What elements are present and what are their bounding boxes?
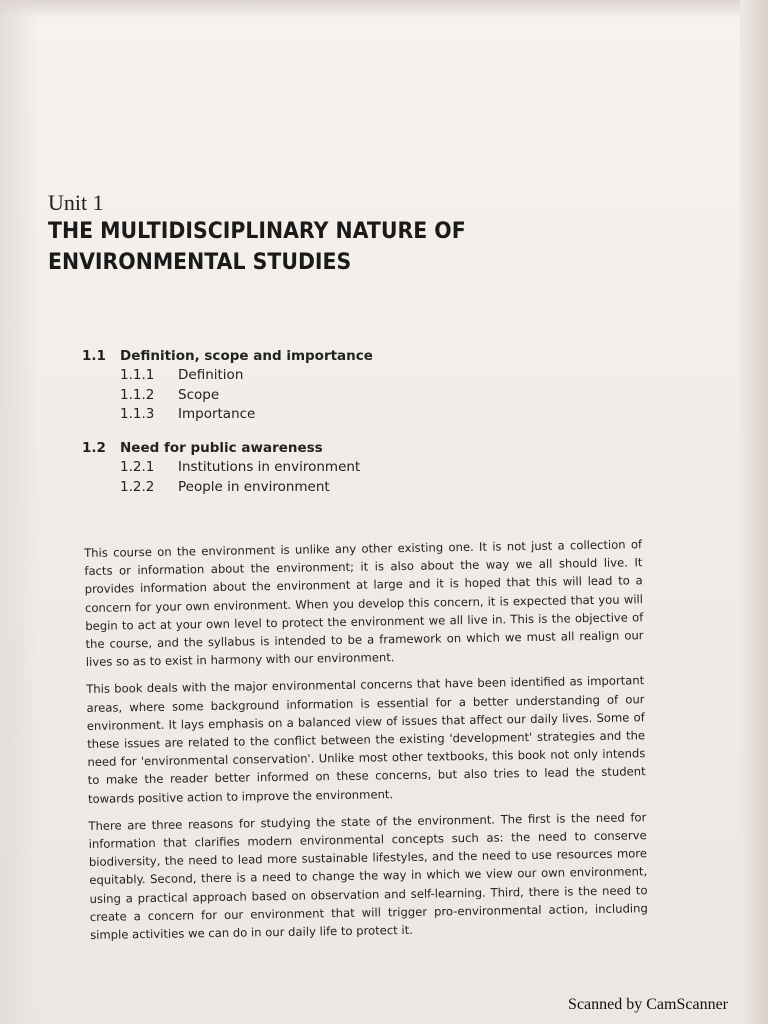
toc-item bbox=[82, 405, 482, 425]
toc-item-number: 1.1.2 bbox=[120, 386, 155, 403]
body-paragraph: There are three reasons for studying the state of the environment. The first is the need for information that clarifies modern environmental concepts such as: the need to conserve biodiversity, the need to lead more sustainable lifestyles, and the need to use resources more equitably. Second, there is a need to change the way in which we view our own environment, using a practical approach based on observation and self-learning. Third, there is the need to create a concern for our environment that will trigger pro-environmental action, including simple activities we can do in our daily life to protect it. bbox=[88, 810, 648, 943]
toc-item bbox=[82, 385, 482, 405]
toc-item bbox=[82, 458, 482, 478]
toc-item-number: 1.1.3 bbox=[120, 406, 155, 423]
toc-item-label: People in environment bbox=[178, 478, 330, 495]
chapter-title-line-1: THE MULTIDISCIPLINARY NATURE OF bbox=[48, 219, 466, 244]
page-right-edge bbox=[740, 0, 768, 1024]
table-of-contents bbox=[82, 346, 482, 511]
body-text bbox=[84, 535, 648, 953]
toc-item-label: Scope bbox=[178, 386, 220, 403]
toc-section-1 bbox=[82, 346, 482, 424]
toc-item-label: Definition bbox=[178, 367, 244, 384]
unit-label: Unit 1 bbox=[48, 190, 104, 215]
toc-section-heading: Need for public awareness bbox=[120, 439, 323, 456]
chapter-title bbox=[48, 216, 532, 278]
chapter-title-line-2: ENVIRONMENTAL STUDIES bbox=[48, 250, 352, 275]
toc-section-number: 1.1 bbox=[82, 347, 106, 364]
page-left-shadow bbox=[0, 0, 40, 1024]
scanner-watermark: Scanned by CamScanner bbox=[568, 996, 728, 1013]
page-top-shadow bbox=[0, 0, 768, 18]
toc-item-label: Importance bbox=[178, 406, 256, 423]
toc-section-2 bbox=[82, 438, 482, 497]
toc-item-number: 1.2.2 bbox=[120, 478, 155, 495]
toc-item-number: 1.2.1 bbox=[120, 459, 155, 476]
body-paragraph: This book deals with the major environmental concerns that have been identified as important areas, where some background information is essential for a better understanding of our environment. It lays emphasis on a balanced view of issues that affect our daily lives. Some of these issues are related to the conflict between the existing 'development' strategies and the need for 'environmental conservation'. Unlike most other textbooks, this book not only intends to make the reader better informed on these concerns, but also tries to lead the student towards positive action to improve the environment. bbox=[86, 673, 646, 806]
toc-heading-row bbox=[82, 346, 482, 366]
toc-item bbox=[82, 477, 482, 497]
toc-section-heading: Definition, scope and importance bbox=[120, 347, 373, 364]
body-paragraph: This course on the environment is unlike any other existing one. It is not just a collection of facts or information about the environment; it is also about the way we all should live. It provides information about the environment at large and it is hoped that this will lead to a concern for your own environment. When you develop this concern, it is expected that you will begin to act at your own level to protect the environment we all live in. This is the objective of the course, and the syllabus is intended to be a framework on which we must all realign our lives so as to exist in harmony with our environment. bbox=[84, 537, 644, 670]
toc-item bbox=[82, 366, 482, 386]
toc-section-number: 1.2 bbox=[82, 439, 106, 456]
toc-heading-row bbox=[82, 438, 482, 458]
toc-item-label: Institutions in environment bbox=[178, 459, 361, 476]
toc-item-number: 1.1.1 bbox=[120, 367, 155, 384]
